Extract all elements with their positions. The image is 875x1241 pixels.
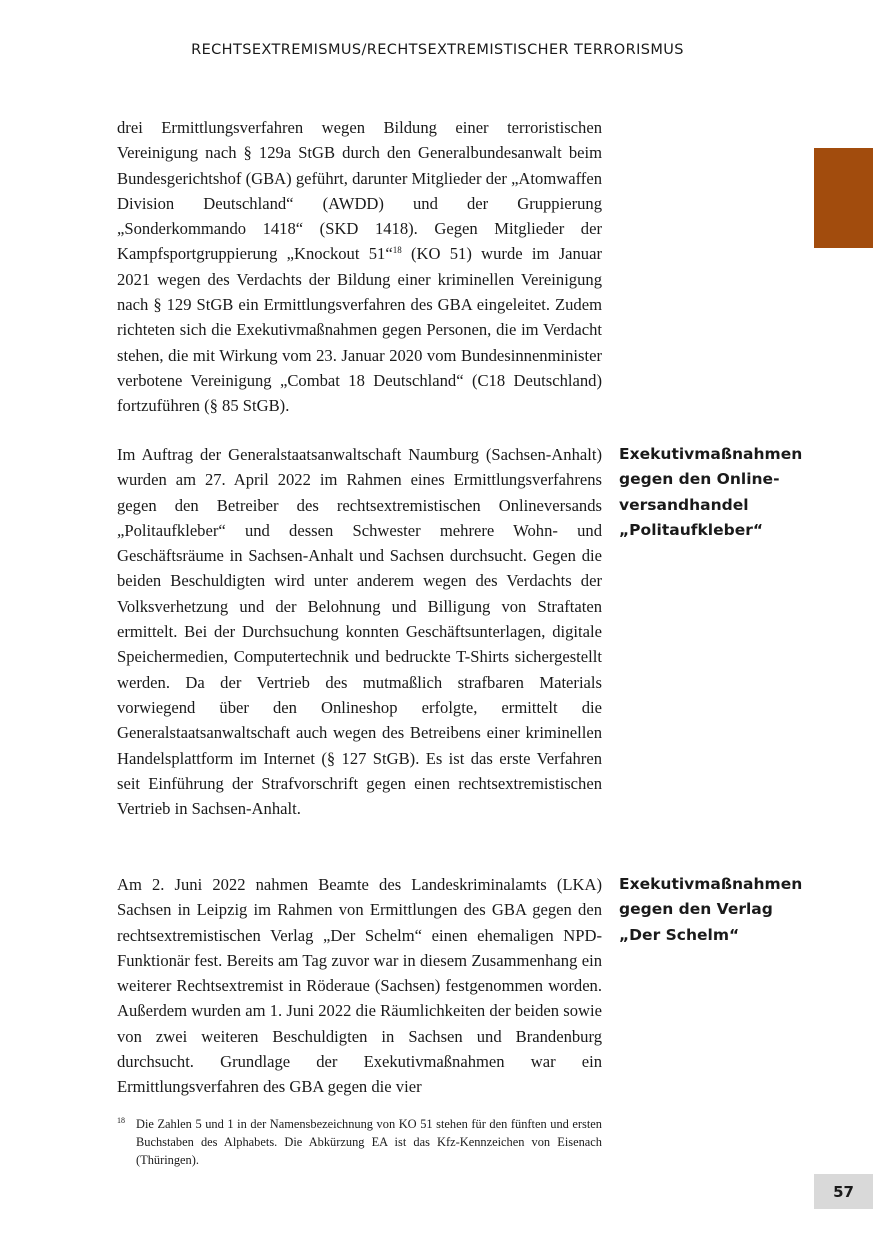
margin-note-line: Exekutivmaßnahmen <box>619 445 803 463</box>
margin-note-line: gegen den Verlag <box>619 900 773 919</box>
page-number: 57 <box>814 1174 873 1209</box>
body-paragraph-2: Im Auftrag der Generalstaatsanwaltschaft Naumburg (Sachsen-Anhalt) wurden am 27. April 2022 im Rahmen eines Ermittlungsverfahrens gegen den Betreiber des rechtsextremistischen Onlineversands „Politaufkleber“ und dessen Schwester mehrere Wohn- und Geschäftsräume in Sachsen-Anhalt und Sachsen durchsucht. Gegen die beiden Beschuldigten wird unter anderem wegen des Verdachts der Volksverhetzung und der Belohnung und Billigung von Straftaten ermittelt. Bei der Durchsuchung konnten Geschäftsunterlagen, digitale Speichermedien, Computertechnik und bedruckte T-Shirts sichergestellt werden. Da der Vertrieb des mutmaßlich strafbaren Materials vorwiegend über den Onlineshop erfolgte, ermittelt die Generalstaatsanwaltschaft auch wegen des Betreibens einer kriminellen Handelsplattform im Internet (§ 127 StGB). Es ist das erste Verfahren seit Einführung der Strafvorschrift gegen einen rechtsextremistischen Vertrieb in Sachsen-Anhalt. <box>117 445 602 819</box>
margin-note-der-schelm <box>619 872 849 948</box>
p1-text-b: (KO 51) wurde im Januar 2021 wegen des Verdachts der Bildung einer kriminellen Vereinigung nach § 129 StGB ein Ermittlungsverfahren des GBA eingeleitet. Zudem richteten sich die Exekutivmaßnahmen gegen Personen, die im Verdacht stehen, die mit Wirkung vom 23. Januar 2020 vom Bundesinnenminister verbotene Vereinigung „Combat 18 Deutschland“ (C18 Deutschland) fortzuführen (§ 85 StGB). <box>117 244 602 416</box>
margin-note-line: Exekutivmaßnahmen <box>619 875 803 893</box>
margin-note-line: versandhandel <box>619 495 749 514</box>
footnote-number: 18 <box>117 1116 125 1125</box>
chapter-tab-marker <box>814 148 873 248</box>
margin-note-line: „Der Schelm“ <box>619 925 740 944</box>
margin-note-politaufkleber <box>619 442 849 543</box>
footnote-reference: 18 <box>392 245 402 256</box>
margin-note-line: „Politaufkleber“ <box>619 520 764 539</box>
body-paragraph-3: Am 2. Juni 2022 nahmen Beamte des Landeskriminalamts (LKA) Sachsen in Leipzig im Rahmen von Ermittlungen des GBA gegen den rechtsextremistischen Verlag „Der Schelm“ einen ehemaligen NPD-Funktionär fest. Bereits am Tag zuvor war in diesem Zusammenhang ein weiterer Rechtsextremist in Röderaue (Sachsen) festgenommen worden. Außerdem wurden am 1. Juni 2022 die Räumlichkeiten der beiden sowie von zwei weiteren Beschuldigten in Sachsen und Brandenburg durchsucht. Grundlage der Exekutivmaßnahmen war ein Ermittlungsverfahren des GBA gegen die vier <box>117 875 602 1097</box>
p1-text-a: drei Ermittlungsverfahren wegen Bildung einer terroristischen Vereinigung nach § 129a StGB durch den Generalbundesanwalt beim Bundesgerichtshof (GBA) geführt, darunter Mitglieder der „Atomwaffen Division Deutschland“ (AWDD) und der Gruppierung „Sonderkommando 1418“ (SKD 1418). Gegen Mitglieder der Kampfsportgruppierung „Knockout 51“ <box>117 118 602 264</box>
footnote-text: Die Zahlen 5 und 1 in der Namensbezeichnung von KO 51 stehen für den fünften und ersten Buchstaben des Alphabets. Die Abkürzung EA ist das Kfz-Kennzeichen von Eisenach (Thüringen). <box>136 1117 602 1167</box>
footnote <box>117 1115 602 1169</box>
running-header: RECHTSEXTREMISMUS/RECHTSEXTREMISTISCHER TERRORISMUS <box>191 42 684 58</box>
body-paragraph-1 <box>117 115 602 419</box>
margin-note-line: gegen den Online- <box>619 470 780 489</box>
